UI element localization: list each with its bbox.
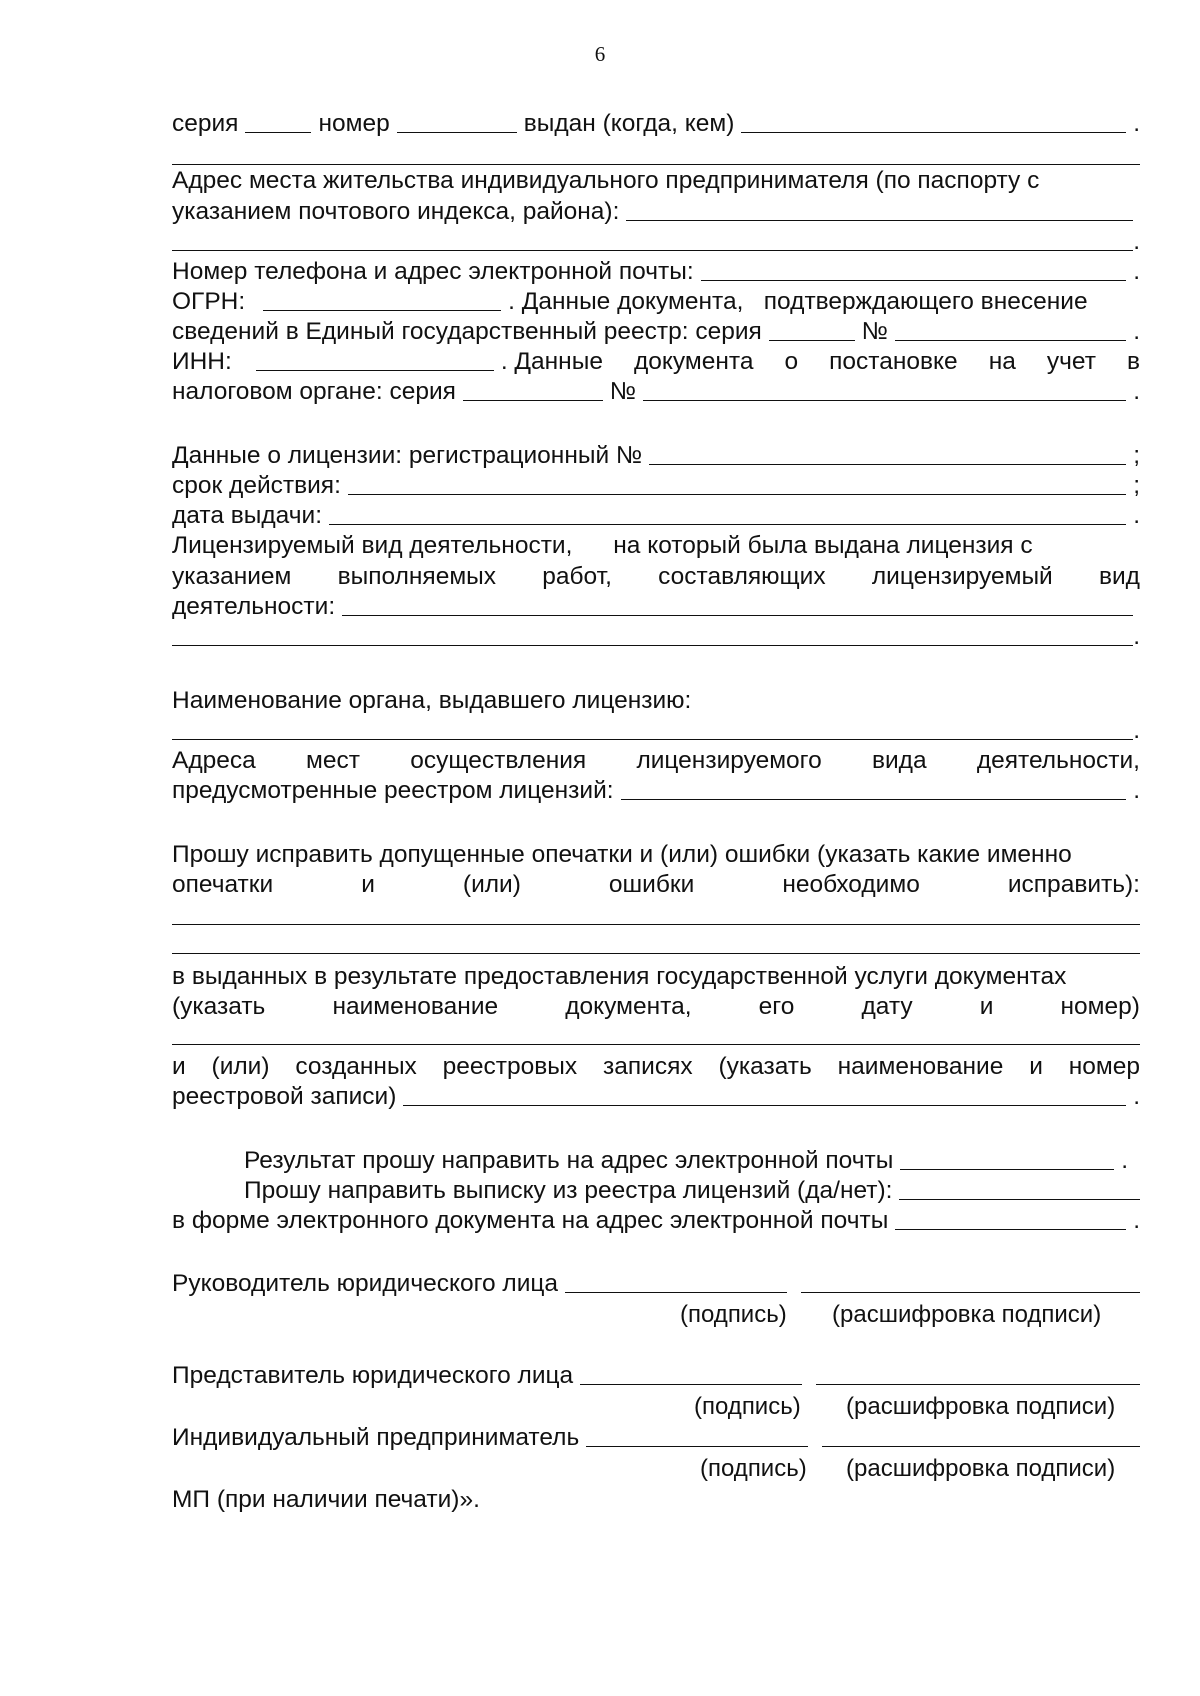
end-semicolon: ; (1133, 442, 1140, 469)
license-kind-label: Лицензируемый вид деятельности, на который была выдана лицензия с (172, 532, 1033, 559)
license-reg-label: Данные о лицензии: регистрационный № (172, 442, 643, 469)
blank-signature[interactable] (586, 1445, 808, 1447)
blank-documents[interactable] (172, 1043, 1140, 1045)
word: дату (861, 993, 913, 1020)
request-blank-1 (172, 900, 1140, 932)
blank-errors-2[interactable] (172, 952, 1140, 954)
blank-ogrn-series[interactable] (769, 339, 855, 341)
word: исправить): (1007, 871, 1140, 898)
blank-license-number[interactable] (649, 463, 1126, 465)
word: записях (603, 1053, 693, 1080)
blank-residence[interactable] (626, 219, 1133, 221)
blank-extract-yes-no[interactable] (899, 1198, 1140, 1200)
word: вид (1098, 563, 1140, 590)
license-kind-line-2 (172, 561, 1140, 593)
word: опечатки (172, 871, 274, 898)
addresses-line-2 (172, 775, 1140, 807)
blank-signature-decoding[interactable] (801, 1291, 1140, 1293)
ogrn-label: ОГРН: (172, 288, 246, 315)
license-term-label: срок действия: (172, 472, 341, 499)
word: осуществления (410, 747, 587, 774)
end-period: . (1133, 110, 1140, 137)
authority-label: Наименование органа, выдавшего лицензию: (172, 687, 692, 714)
end-period: . (1121, 1147, 1128, 1174)
license-term-line (172, 470, 1140, 502)
inn-line (172, 346, 1140, 378)
end-period: . (1133, 502, 1140, 529)
signature-representative-label: Представитель юридического лица (172, 1362, 574, 1389)
caption-decoding: (расшифровка подписи) (832, 1301, 1102, 1328)
passport-line (172, 108, 1140, 140)
blank-contacts[interactable] (701, 279, 1127, 281)
word: номер (1068, 1053, 1140, 1080)
result-extract-label: Прошу направить выписку из реестра лицензий (да/нет): (244, 1177, 893, 1204)
caption-signature: (подпись) (680, 1301, 787, 1328)
inn-label: ИНН: (172, 348, 232, 375)
word: постановке (829, 348, 958, 375)
word: составляющих (658, 563, 826, 590)
word: (или) (211, 1053, 270, 1080)
word: указанием (172, 563, 292, 590)
end-period: . (1133, 717, 1140, 744)
signature-head-line (172, 1268, 1140, 1300)
registry-line-1 (172, 1051, 1140, 1083)
end-period: . (1133, 623, 1140, 650)
signature-head-label: Руководитель юридического лица (172, 1270, 559, 1297)
label-number: номер (318, 110, 390, 137)
end-period: . (1133, 258, 1140, 285)
ogrn-line (172, 286, 1140, 318)
end-semicolon: ; (1133, 472, 1140, 499)
word: и (361, 871, 375, 898)
blank-license-kind-2[interactable] (172, 644, 1133, 646)
word: мест (306, 747, 360, 774)
word: и (979, 993, 994, 1020)
caption-decoding: (расшифровка подписи) (846, 1393, 1116, 1420)
signature-entrepreneur-line (172, 1422, 1140, 1454)
seal-line (172, 1484, 1140, 1516)
documents-label: в выданных в результате предоставления государственной услуги документах (172, 963, 1067, 990)
word: Адреса (172, 747, 256, 774)
end-period: . (1133, 777, 1140, 804)
word: его (758, 993, 795, 1020)
blank-inn-series[interactable] (463, 399, 603, 401)
page-number: 6 (594, 42, 606, 66)
blank-series[interactable] (245, 131, 311, 133)
authority-line (172, 685, 1140, 717)
word: документа (633, 348, 754, 375)
blank-license-kind[interactable] (342, 614, 1133, 616)
license-date-label: дата выдачи: (172, 502, 323, 529)
end-period: . (1133, 228, 1140, 255)
registry-label: реестровой записи) (172, 1083, 397, 1110)
blank-residence-2[interactable] (172, 249, 1133, 251)
end-period: . (1133, 1207, 1140, 1234)
blank-signature[interactable] (580, 1383, 802, 1385)
ogrn-registry-label: сведений в Единый государственный реестр: серия (172, 318, 762, 345)
inn-tail (501, 346, 1140, 378)
residence-line-1 (172, 165, 1140, 197)
word: номер) (1060, 993, 1140, 1020)
result-form-line (172, 1205, 1140, 1237)
label-series: серия (172, 110, 239, 137)
license-reg-line (172, 440, 1140, 472)
license-date-line (172, 500, 1140, 532)
word: деятельности, (976, 747, 1140, 774)
number-sign: № (609, 378, 637, 405)
blank-license-term[interactable] (348, 493, 1126, 495)
blank-form-email[interactable] (895, 1228, 1126, 1230)
residence-label: Адрес места жительства индивидуального предпринимателя (по паспорту с (172, 167, 1040, 194)
request-blank-2 (172, 929, 1140, 961)
word: выполняемых (337, 563, 497, 590)
blank-errors[interactable] (172, 923, 1140, 925)
ogrn-tail: . Данные документа, подтверждающего внесение (508, 288, 1088, 315)
license-kind-line-4 (172, 621, 1140, 653)
license-activity-label: деятельности: (172, 593, 336, 620)
word: и (172, 1053, 186, 1080)
blank-ogrn-number[interactable] (895, 339, 1126, 341)
end-period: . (1133, 318, 1140, 345)
word: о (784, 348, 799, 375)
word: наименование (837, 1053, 1004, 1080)
residence-line-3 (172, 226, 1140, 258)
word: (указать (172, 993, 266, 1020)
contacts-label: Номер телефона и адрес электронной почты: (172, 258, 694, 285)
request-label: Прошу исправить допущенные опечатки и (или) ошибки (указать какие именно (172, 841, 1072, 868)
blank-inn-number[interactable] (643, 399, 1126, 401)
signature-entrepreneur-label: Индивидуальный предприниматель (172, 1424, 580, 1451)
word: вида (871, 747, 927, 774)
seal-label: МП (при наличии печати)». (172, 1486, 480, 1513)
word: документа, (565, 993, 692, 1020)
end-period: . (1133, 378, 1140, 405)
word: . Данные (500, 348, 603, 375)
registry-line-2 (172, 1081, 1140, 1113)
word: работ, (542, 563, 612, 590)
blank-authority[interactable] (172, 738, 1133, 740)
license-kind-line-3 (172, 591, 1140, 623)
word: ошибки (608, 871, 695, 898)
result-form-label: в форме электронного документа на адрес электронной почты (172, 1207, 889, 1234)
documents-line-2 (172, 991, 1140, 1023)
signature-representative-line (172, 1360, 1140, 1392)
number-sign: № (861, 318, 889, 345)
authority-blank-line (172, 715, 1140, 747)
word: в (1126, 348, 1140, 375)
result-extract-line (244, 1175, 1140, 1207)
result-email-label: Результат прошу направить на адрес электронной почты (244, 1147, 894, 1174)
inn-line-2 (172, 376, 1140, 408)
license-kind-line-1 (172, 530, 1140, 562)
caption-decoding: (расшифровка подписи) (846, 1455, 1116, 1482)
inn-tax-label: налоговом органе: серия (172, 378, 456, 405)
word: созданных (295, 1053, 417, 1080)
residence-label-2: указанием почтового индекса, района): (172, 198, 620, 225)
blank-issued[interactable] (741, 131, 1126, 133)
request-line-2 (172, 869, 1140, 901)
word: наименование (332, 993, 499, 1020)
addresses-line-1 (172, 745, 1140, 777)
blank-result-email[interactable] (900, 1168, 1114, 1170)
request-line-1 (172, 839, 1140, 871)
word: и (1029, 1053, 1043, 1080)
word: лицензируемый (871, 563, 1053, 590)
addresses-label: предусмотренные реестром лицензий: (172, 777, 614, 804)
blank-inn[interactable] (256, 369, 494, 371)
blank-license-date[interactable] (329, 523, 1126, 525)
word: реестровых (442, 1053, 578, 1080)
blank-ogrn[interactable] (263, 309, 501, 311)
caption-signature: (подпись) (694, 1393, 801, 1420)
contacts-line (172, 256, 1140, 288)
blank-addresses[interactable] (621, 798, 1127, 800)
documents-blank (172, 1020, 1140, 1052)
word: учет (1046, 348, 1096, 375)
end-period: . (1133, 1083, 1140, 1110)
word: (указать (718, 1053, 812, 1080)
word: лицензируемого (636, 747, 822, 774)
blank-signature-decoding[interactable] (816, 1383, 1140, 1385)
blank-signature[interactable] (565, 1291, 787, 1293)
residence-line-2 (172, 196, 1140, 228)
blank-signature-decoding[interactable] (822, 1445, 1140, 1447)
word: необходимо (782, 871, 920, 898)
documents-line-1 (172, 961, 1140, 993)
blank-number[interactable] (397, 131, 517, 133)
ogrn-line-2 (172, 316, 1140, 348)
result-email-line (244, 1145, 1128, 1177)
word: на (988, 348, 1016, 375)
blank-registry[interactable] (403, 1104, 1126, 1106)
caption-signature: (подпись) (700, 1455, 807, 1482)
word: (или) (462, 871, 521, 898)
label-issued: выдан (когда, кем) (523, 110, 735, 137)
